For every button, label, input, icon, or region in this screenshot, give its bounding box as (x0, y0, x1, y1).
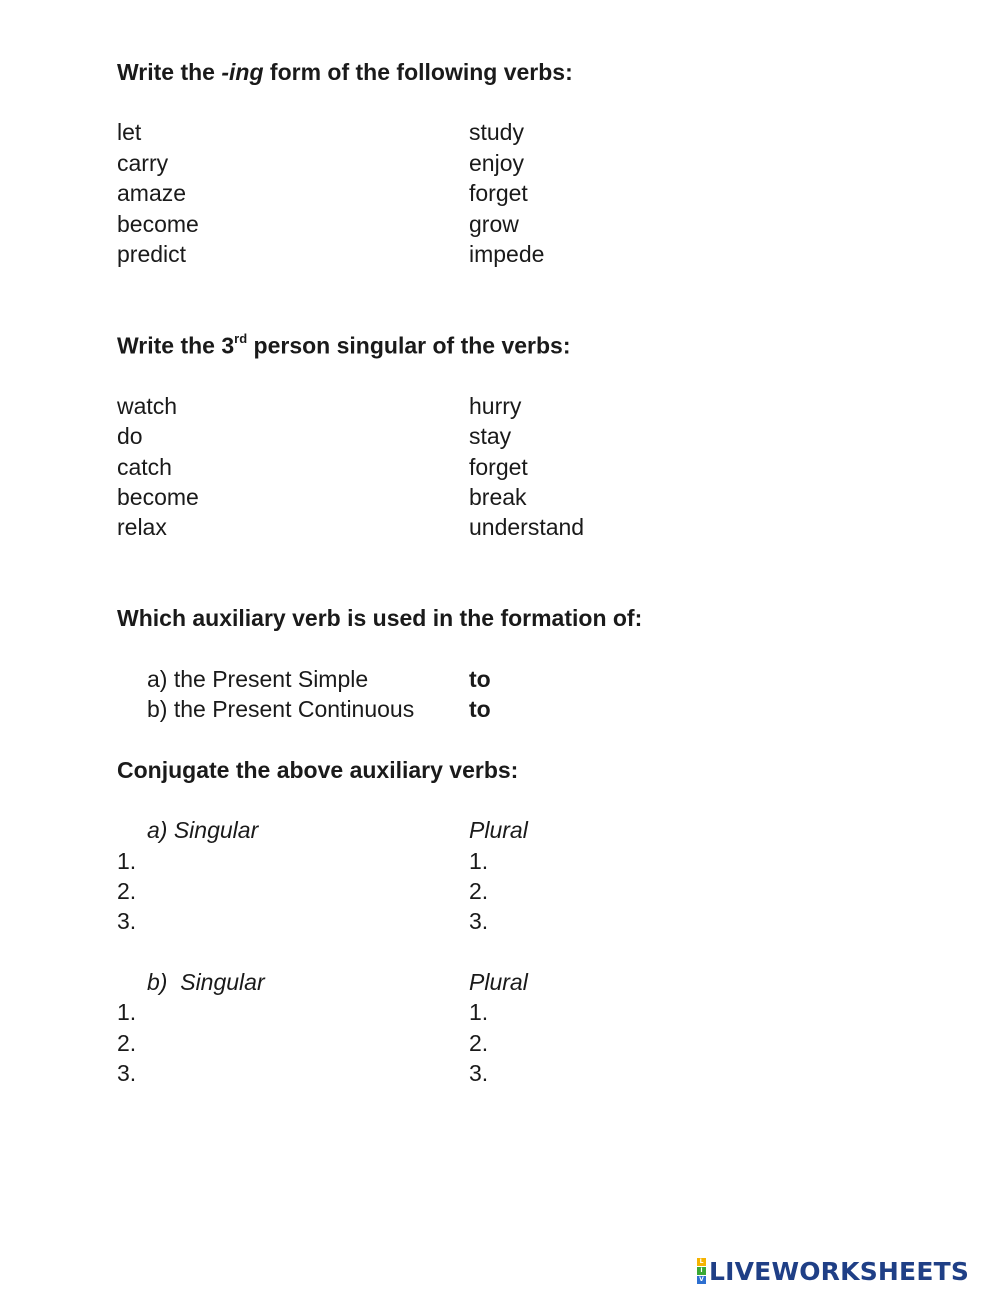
conjugation-number: 2. (117, 1030, 137, 1056)
liveworksheets-logo[interactable] (697, 1257, 969, 1285)
ing-verb-left: let (117, 119, 142, 145)
logo-letter-block: L (697, 1258, 706, 1266)
auxiliary-answer[interactable]: to (469, 666, 491, 692)
third-person-verb-right: hurry (469, 393, 522, 419)
conjugation-singular-header: b) Singular (147, 969, 265, 995)
third-person-verb-left: catch (117, 454, 172, 480)
conjugation-number: 1. (469, 848, 489, 874)
auxiliary-question-label: a) the Present Simple (147, 666, 369, 692)
section-third-person-title: Write the 3rd person singular of the verbs: (117, 331, 571, 359)
auxiliary-question-label: b) the Present Continuous (147, 696, 415, 722)
ing-verb-right: forget (469, 180, 528, 206)
conjugation-number: 2. (469, 1030, 489, 1056)
ing-verb-left: predict (117, 241, 187, 267)
conjugation-number: 3. (469, 1060, 489, 1086)
ing-verb-right: study (469, 119, 524, 145)
title-superscript: rd (234, 331, 248, 346)
logo-wordmark: LIVEWORKSHEETS (709, 1256, 970, 1286)
third-person-verb-right: forget (469, 454, 528, 480)
ing-verb-right: enjoy (469, 150, 524, 176)
ing-verb-left: carry (117, 150, 169, 176)
conjugation-number: 3. (117, 908, 137, 934)
third-person-verb-right: break (469, 484, 527, 510)
conjugation-plural-header: Plural (469, 817, 528, 843)
conjugation-number: 3. (117, 1060, 137, 1086)
title-emphasis: -ing (221, 59, 264, 85)
section-auxiliary-title: Which auxiliary verb is used in the formation of: (117, 605, 643, 631)
conjugation-number: 1. (117, 848, 137, 874)
logo-letter-block: V (697, 1276, 706, 1284)
conjugation-singular-header: a) Singular (147, 817, 259, 843)
third-person-verb-left: become (117, 484, 199, 510)
conjugation-plural-header: Plural (469, 969, 528, 995)
section-ing-title: Write the -ing form of the following verbs: (117, 59, 573, 85)
conjugation-number: 1. (117, 999, 137, 1025)
ing-verb-left: become (117, 211, 199, 237)
conjugation-number: 3. (469, 908, 489, 934)
ing-verb-right: impede (469, 241, 545, 267)
third-person-verb-left: do (117, 423, 143, 449)
third-person-verb-left: watch (117, 393, 178, 419)
logo-letter-block: I (697, 1267, 706, 1275)
third-person-verb-right: stay (469, 423, 512, 449)
third-person-verb-left: relax (117, 514, 167, 540)
liveworksheets-logo-icon (697, 1258, 706, 1285)
section-conjugate-title: Conjugate the above auxiliary verbs: (117, 757, 519, 783)
conjugation-number: 1. (469, 999, 489, 1025)
ing-verb-left: amaze (117, 180, 187, 206)
auxiliary-answer[interactable]: to (469, 696, 491, 722)
conjugation-number: 2. (117, 878, 137, 904)
conjugation-number: 2. (469, 878, 489, 904)
third-person-verb-right: understand (469, 514, 585, 540)
ing-verb-right: grow (469, 211, 519, 237)
